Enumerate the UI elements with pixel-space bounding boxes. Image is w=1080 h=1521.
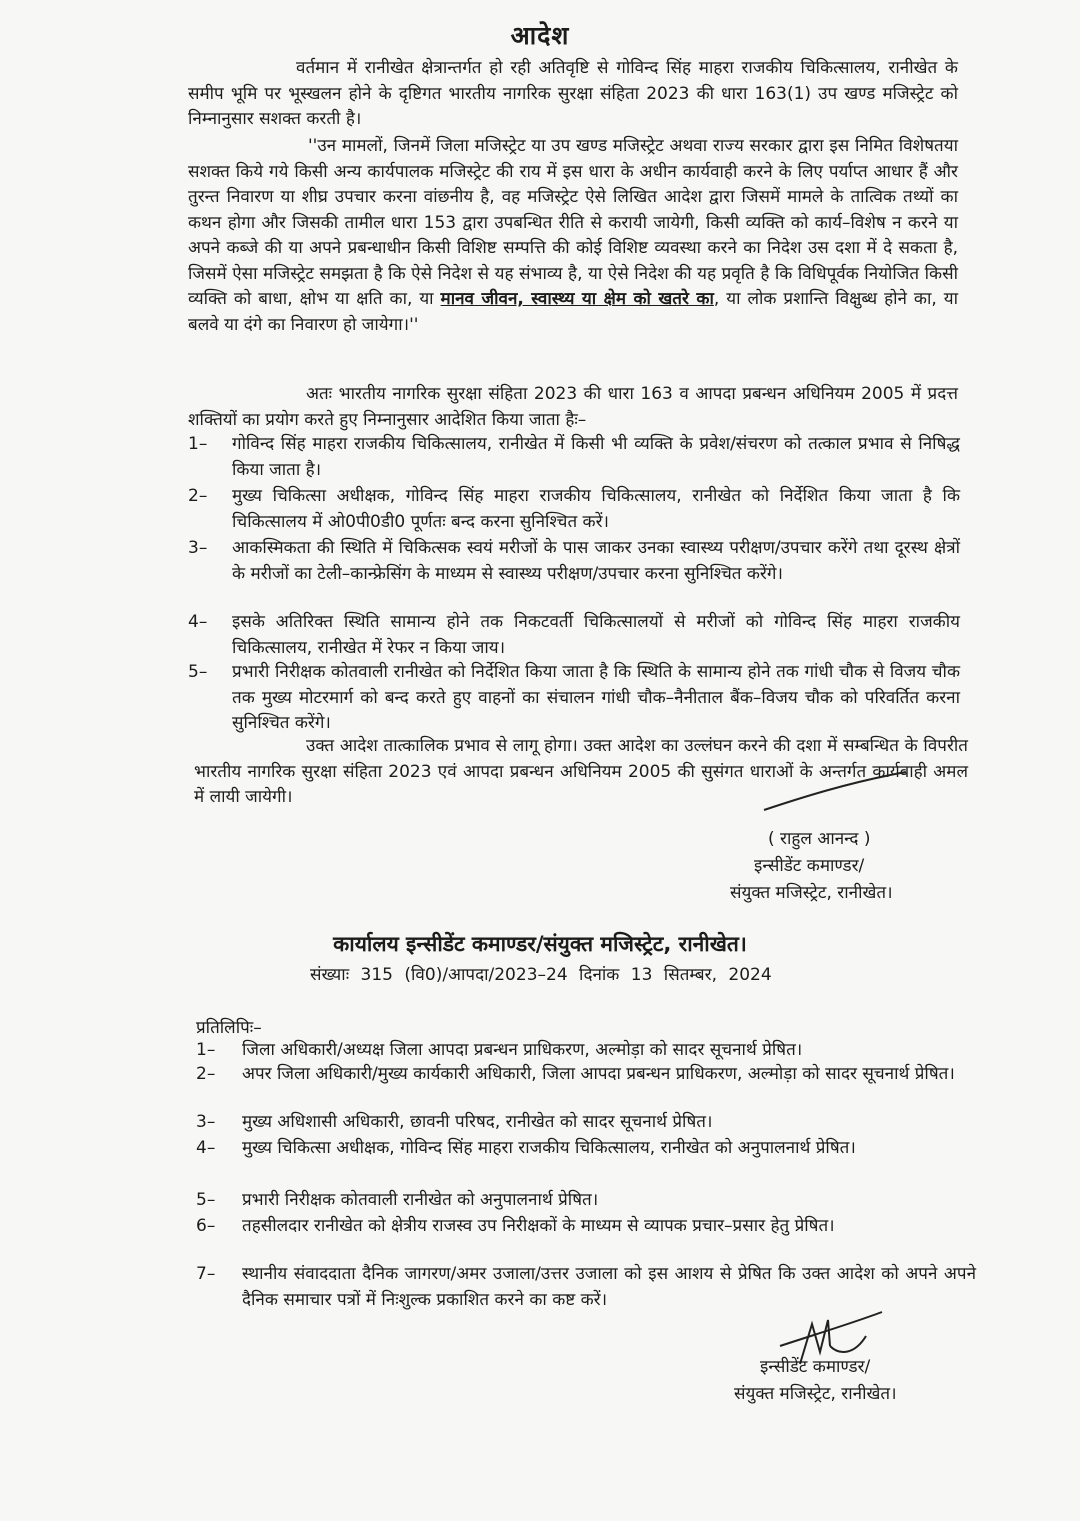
order-number: 4– bbox=[188, 612, 208, 632]
copy-number: 6– bbox=[196, 1216, 216, 1236]
signature-block-1 bbox=[730, 826, 893, 907]
signatory-designation: संयुक्त मजिस्ट्रेट, रानीखेत। bbox=[730, 883, 893, 903]
signatory-designation: संयुक्त मजिस्ट्रेट, रानीखेत। bbox=[734, 1384, 897, 1404]
copy-number: 1– bbox=[196, 1040, 216, 1060]
copy-text: जिला अधिकारी/अध्यक्ष जिला आपदा प्रबन्धन प्राधिकरण, अल्मोड़ा को सादर सूचनार्थ प्रेषित। bbox=[242, 1040, 803, 1060]
powers-paragraph: अतः भारतीय नागरिक सुरक्षा संहिता 2023 की धारा 163 व आपदा प्रबन्धन अधिनियम 2005 में प्रदत्त शक्तियों का प्रयोग करते हुए निम्नानुसार आदेशित किया जाता हैः– bbox=[188, 384, 958, 430]
copy-number: 4– bbox=[196, 1138, 216, 1158]
order-text: इसके अतिरिक्त स्थिति सामान्य होने तक निकटवर्ती चिकित्सालयों से मरीजों को गोविन्द सिंह माहरा राजकीय चिकित्सालय, रानीखेत में रेफर न किया जाय। bbox=[232, 612, 960, 658]
order-text: मुख्य चिकित्सा अधीक्षक, गोविन्द सिंह माहरा राजकीय चिकित्सालय, रानीखेत को निर्देशित किया जाता है कि चिकित्सालय में ओ0पी0डी0 पूर्णतः बन्द करना सुनिश्चित करें। bbox=[232, 486, 960, 532]
signature-block-2 bbox=[734, 1354, 897, 1408]
order-text: गोविन्द सिंह माहरा राजकीय चिकित्सालय, रानीखेत में किसी भी व्यक्ति के प्रवेश/संचरण को तत्काल प्रभाव से निषिद्ध किया जाता है। bbox=[232, 434, 960, 480]
copy-text: तहसीलदार रानीखेत को क्षेत्रीय राजस्व उप निरीक्षकों के माध्यम से व्यापक प्रचार–प्रसार हेतु प्रेषित। bbox=[242, 1216, 835, 1236]
quote-underlined-text: मानव जीवन, स्वास्थ्य या क्षेम को खतरे का bbox=[440, 289, 714, 309]
order-text: आकस्मिकता की स्थिति में चिकित्सक स्वयं मरीजों के पास जाकर उनका स्वास्थ्य परीक्षण/उपचार करेंगे तथा दूरस्थ क्षेत्रों के मरीजों का टेली–कान्फ्रेसिंग के माध्यम से स्वास्थ्य परीक्षण/उपचार करना सुनिश्चित करेंगे। bbox=[232, 538, 960, 584]
copy-number: 7– bbox=[196, 1264, 216, 1284]
closing-paragraph: उक्त आदेश तात्कालिक प्रभाव से लागू होगा। उक्त आदेश का उल्लंघन करने की दशा में सम्बन्धित के विपरीत भारतीय नागरिक सुरक्षा संहिता 2023 एवं आपदा प्रबन्धन अधिनियम 2005 की सुसंगत धाराओं के अन्तर्गत कार्यवाही अमल में लायी जायेगी। bbox=[194, 736, 968, 807]
quoted-section-paragraph bbox=[188, 134, 958, 338]
copy-number: 2– bbox=[196, 1064, 216, 1084]
signatory-designation: इन्सीडेंट कमाण्डर/ bbox=[760, 1357, 871, 1377]
quote-text-part1: ''उन मामलों, जिनमें जिला मजिस्ट्रेट या उप खण्ड मजिस्ट्रेट अथवा राज्य सरकार द्वारा इस निमित विशेषतया सशक्त किये गये किसी अन्य कार्यपालक मजिस्ट्रेट की राय में इस धारा के अधीन कार्यवाही करने के लिए पर्याप्त आधार हैं और तुरन्त निवारण या शीघ्र उपचार करना वांछनीय है, वह मजिस्ट्रेट ऐसे लिखित आदेश द्वारा जिसमें मामले के तात्विक तथ्यों का कथन होगा और जिसकी तामील धारा 153 द्वारा उपबन्धित रीति से करायी जायेगी, किसी व्यक्ति को कार्य–विशेष न करने या अपने कब्जे की या अपने प्रबन्धाधीन किसी विशिष्ट सम्पत्ति की कोई विशिष्ट व्यवस्था करने का निदेश उस दशा में दे सकता है, जिसमें ऐसा मजिस्ट्रेट समझता है कि ऐसे निदेश से यह संभाव्य है, या ऐसे निदेश की यह प्रवृति है कि विधिपूर्वक नियोजित किसी व्यक्ति को बाधा, क्षोभ या क्षति का, या bbox=[188, 136, 958, 309]
copy-number: 3– bbox=[196, 1112, 216, 1132]
office-heading: कार्यालय इन्सीडेंट कमाण्डर/संयुक्त मजिस्ट्रेट, रानीखेत। bbox=[333, 932, 747, 956]
copy-number: 5– bbox=[196, 1190, 216, 1210]
signatory-designation: इन्सीडेंट कमाण्डर/ bbox=[754, 856, 865, 876]
reference-number: संख्याः 315 (वि0)/आपदा/2023–24 दिनांक 13 सितम्बर, 2024 bbox=[310, 965, 772, 985]
copy-text: मुख्य अधिशासी अधिकारी, छावनी परिषद, रानीखेत को सादर सूचनार्थ प्रेषित। bbox=[242, 1112, 713, 1132]
intro-paragraph: वर्तमान में रानीखेत क्षेत्रान्तर्गत हो रही अतिवृष्टि से गोविन्द सिंह माहरा राजकीय चिकित्सालय, रानीखेत के समीप भूमि पर भूस्खलन होने के दृष्टिगत भारतीय नागरिक सुरक्षा संहिता 2023 की धारा 163(1) उप खण्ड मजिस्ट्रेट को निम्नानुसार सशक्त करती है। bbox=[188, 58, 958, 129]
order-number: 5– bbox=[188, 662, 208, 682]
quote-text-part2: , या लोक प्रशान्ति विक्षुब्ध होने का, या बलवे या दंगे का निवारण हो जायेगा।'' bbox=[188, 289, 958, 335]
order-number: 1– bbox=[188, 434, 208, 454]
copy-heading: प्रतिलिपिः– bbox=[196, 1018, 262, 1038]
order-number: 3– bbox=[188, 538, 208, 558]
copy-text: प्रभारी निरीक्षक कोतवाली रानीखेत को अनुपालनार्थ प्रेषित। bbox=[242, 1190, 599, 1210]
page-title: आदेश bbox=[510, 21, 570, 50]
copy-text: मुख्य चिकित्सा अधीक्षक, गोविन्द सिंह माहरा राजकीय चिकित्सालय, रानीखेत को अनुपालनार्थ प्रेषित। bbox=[242, 1138, 856, 1158]
signatory-name: ( राहुल आनन्द ) bbox=[768, 829, 871, 849]
signature-stroke bbox=[760, 768, 910, 818]
copy-text: स्थानीय संवाददाता दैनिक जागरण/अमर उजाला/उत्तर उजाला को इस आशय से प्रेषित कि उक्त आदेश को अपने अपने दैनिक समाचार पत्रों में निःशुल्क प्रकाशित करने का कष्ट करें। bbox=[242, 1264, 976, 1310]
order-number: 2– bbox=[188, 486, 208, 506]
copy-text: अपर जिला अधिकारी/मुख्य कार्यकारी अधिकारी, जिला आपदा प्रबन्धन प्राधिकरण, अल्मोड़ा को सादर सूचनार्थ प्रेषित। bbox=[242, 1064, 955, 1084]
order-text: प्रभारी निरीक्षक कोतवाली रानीखेत को निर्देशित किया जाता है कि स्थिति के सामान्य होने तक गांधी चौक से विजय चौक तक मुख्य मोटरमार्ग को बन्द करते हुए वाहनों का संचालन गांधी चौक–नैनीताल बैंक–विजय चौक को परिवर्तित करना सुनिश्चित करेंगे। bbox=[232, 662, 960, 733]
